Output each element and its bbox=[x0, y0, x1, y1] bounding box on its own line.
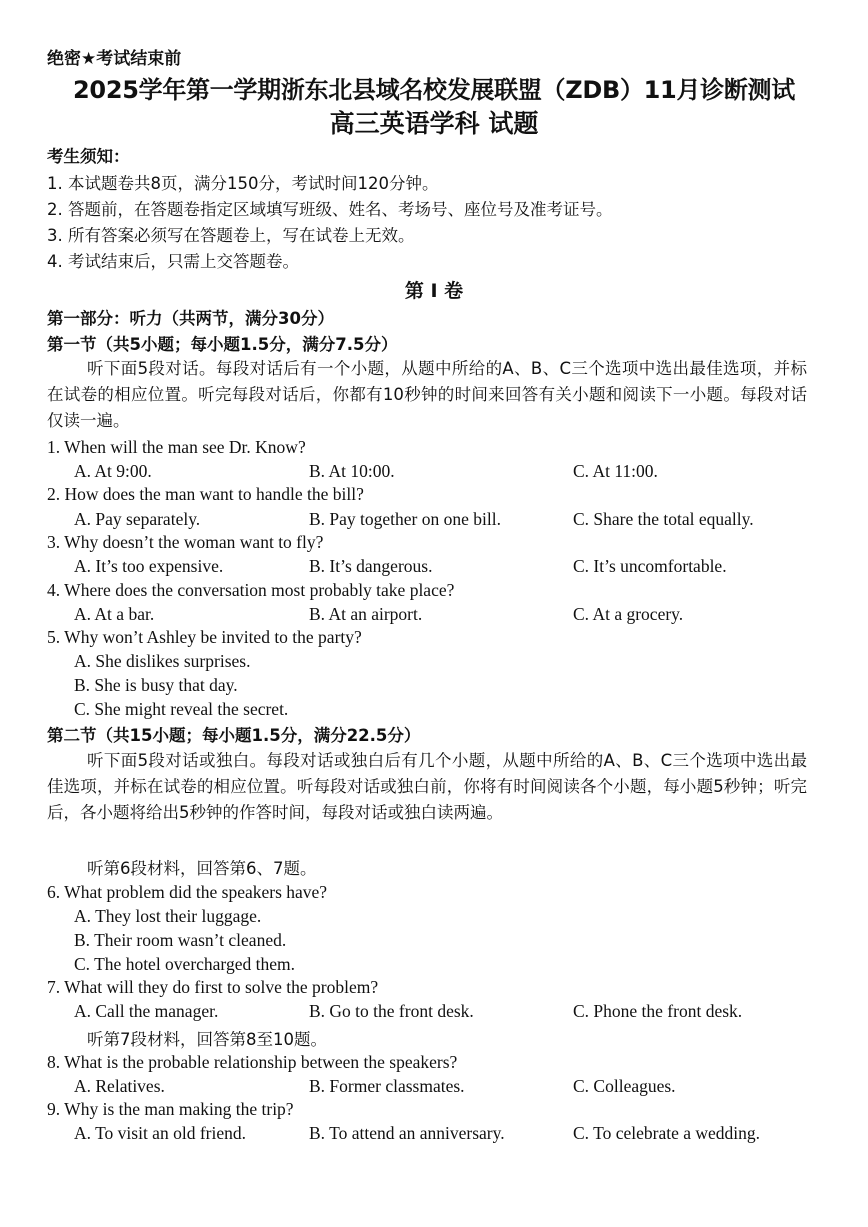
material-note: 听第6段材料，回答第6、7题。 bbox=[87, 859, 317, 878]
exam-title: 2025学年第一学期浙东北县域名校发展联盟（ZDB）11月诊断测试 bbox=[73, 76, 795, 104]
option-c: C. To celebrate a wedding. bbox=[573, 1123, 760, 1143]
exam-subtitle: 高三英语学科 试题 bbox=[329, 109, 539, 138]
option-c: C. The hotel overcharged them. bbox=[74, 954, 295, 974]
notice-item: 1. 本试题卷共8页，满分150分，考试时间120分钟。 bbox=[47, 174, 439, 193]
option-a: A. She dislikes surprises. bbox=[74, 651, 251, 671]
question: 1. When will the man see Dr. Know? bbox=[47, 437, 306, 457]
option-c: C. Phone the front desk. bbox=[573, 1001, 743, 1021]
option-a: A. It’s too expensive. bbox=[74, 556, 224, 576]
question: 7. What will they do first to solve the problem? bbox=[47, 977, 379, 997]
option-b: B. Go to the front desk. bbox=[309, 1001, 474, 1021]
option-c: C. It’s uncomfortable. bbox=[573, 556, 727, 576]
option-a: A. Pay separately. bbox=[74, 509, 201, 529]
option-b: B. Their room wasn’t cleaned. bbox=[74, 930, 287, 950]
option-a: A. They lost their luggage. bbox=[74, 906, 262, 926]
notice-item: 4. 考试结束后，只需上交答题卷。 bbox=[47, 252, 299, 271]
option-c: C. Share the total equally. bbox=[573, 509, 754, 529]
question: 9. Why is the man making the trip? bbox=[47, 1099, 294, 1119]
question: 6. What problem did the speakers have? bbox=[47, 882, 328, 902]
notice-item: 2. 答题前，在答题卷指定区域填写班级、姓名、考场号、座位号及准考证号。 bbox=[47, 200, 613, 219]
option-b: B. To attend an anniversary. bbox=[309, 1123, 505, 1143]
notice-item: 3. 所有答案必须写在答题卷上，写在试卷上无效。 bbox=[47, 226, 415, 245]
option-a: A. To visit an old friend. bbox=[74, 1123, 246, 1143]
option-b: B. It’s dangerous. bbox=[309, 556, 433, 576]
material-note: 听第7段材料，回答第8至10题。 bbox=[87, 1030, 327, 1049]
section-instructions: 听下面5段对话。每段对话后有一个小题，从题中所给的A、B、C三个选项中选出最佳选项，并标在试卷的相应位置。听完每段对话后，你都有10秒钟的时间来回答有关小题和阅读下一小题。每段对话仅读一遍。 bbox=[47, 359, 807, 430]
question: 8. What is the probable relationship between the speakers? bbox=[47, 1052, 458, 1072]
confidential-label: 绝密★考试结束前 bbox=[47, 49, 182, 69]
volume-title: 第 I 卷 bbox=[404, 280, 464, 302]
option-b: B. Former classmates. bbox=[309, 1076, 465, 1096]
section-title: 第二节（共15小题；每小题1.5分，满分22.5分） bbox=[47, 726, 421, 745]
question: 2. How does the man want to handle the bill? bbox=[47, 484, 364, 504]
notice-heading: 考生须知： bbox=[47, 147, 130, 166]
option-a: A. Relatives. bbox=[74, 1076, 165, 1096]
option-b: B. At an airport. bbox=[309, 604, 423, 624]
question: 5. Why won’t Ashley be invited to the party? bbox=[47, 627, 362, 647]
option-c: C. At 11:00. bbox=[573, 461, 658, 481]
option-b: B. Pay together on one bill. bbox=[309, 509, 501, 529]
option-b: B. She is busy that day. bbox=[74, 675, 238, 695]
option-c: C. At a grocery. bbox=[573, 604, 684, 624]
option-c: C. Colleagues. bbox=[573, 1076, 676, 1096]
question: 3. Why doesn’t the woman want to fly? bbox=[47, 532, 324, 552]
question: 4. Where does the conversation most probably take place? bbox=[47, 580, 455, 600]
option-c: C. She might reveal the secret. bbox=[74, 699, 289, 719]
option-a: A. At 9:00. bbox=[74, 461, 152, 481]
section-instructions: 听下面5段对话或独白。每段对话或独白后有几个小题，从题中所给的A、B、C三个选项中选出最佳选项，并标在试卷的相应位置。听每段对话或独白前，你将有时间阅读各个小题，每小题5秒钟；听完后，各小题将给出5秒钟的作答时间，每段对话或独白读两遍。 bbox=[47, 751, 807, 822]
section-title: 第一节（共5小题；每小题1.5分，满分7.5分） bbox=[47, 335, 398, 354]
part-title: 第一部分：听力（共两节，满分30分） bbox=[47, 309, 334, 328]
option-b: B. At 10:00. bbox=[309, 461, 395, 481]
option-a: A. Call the manager. bbox=[74, 1001, 219, 1021]
option-a: A. At a bar. bbox=[74, 604, 155, 624]
